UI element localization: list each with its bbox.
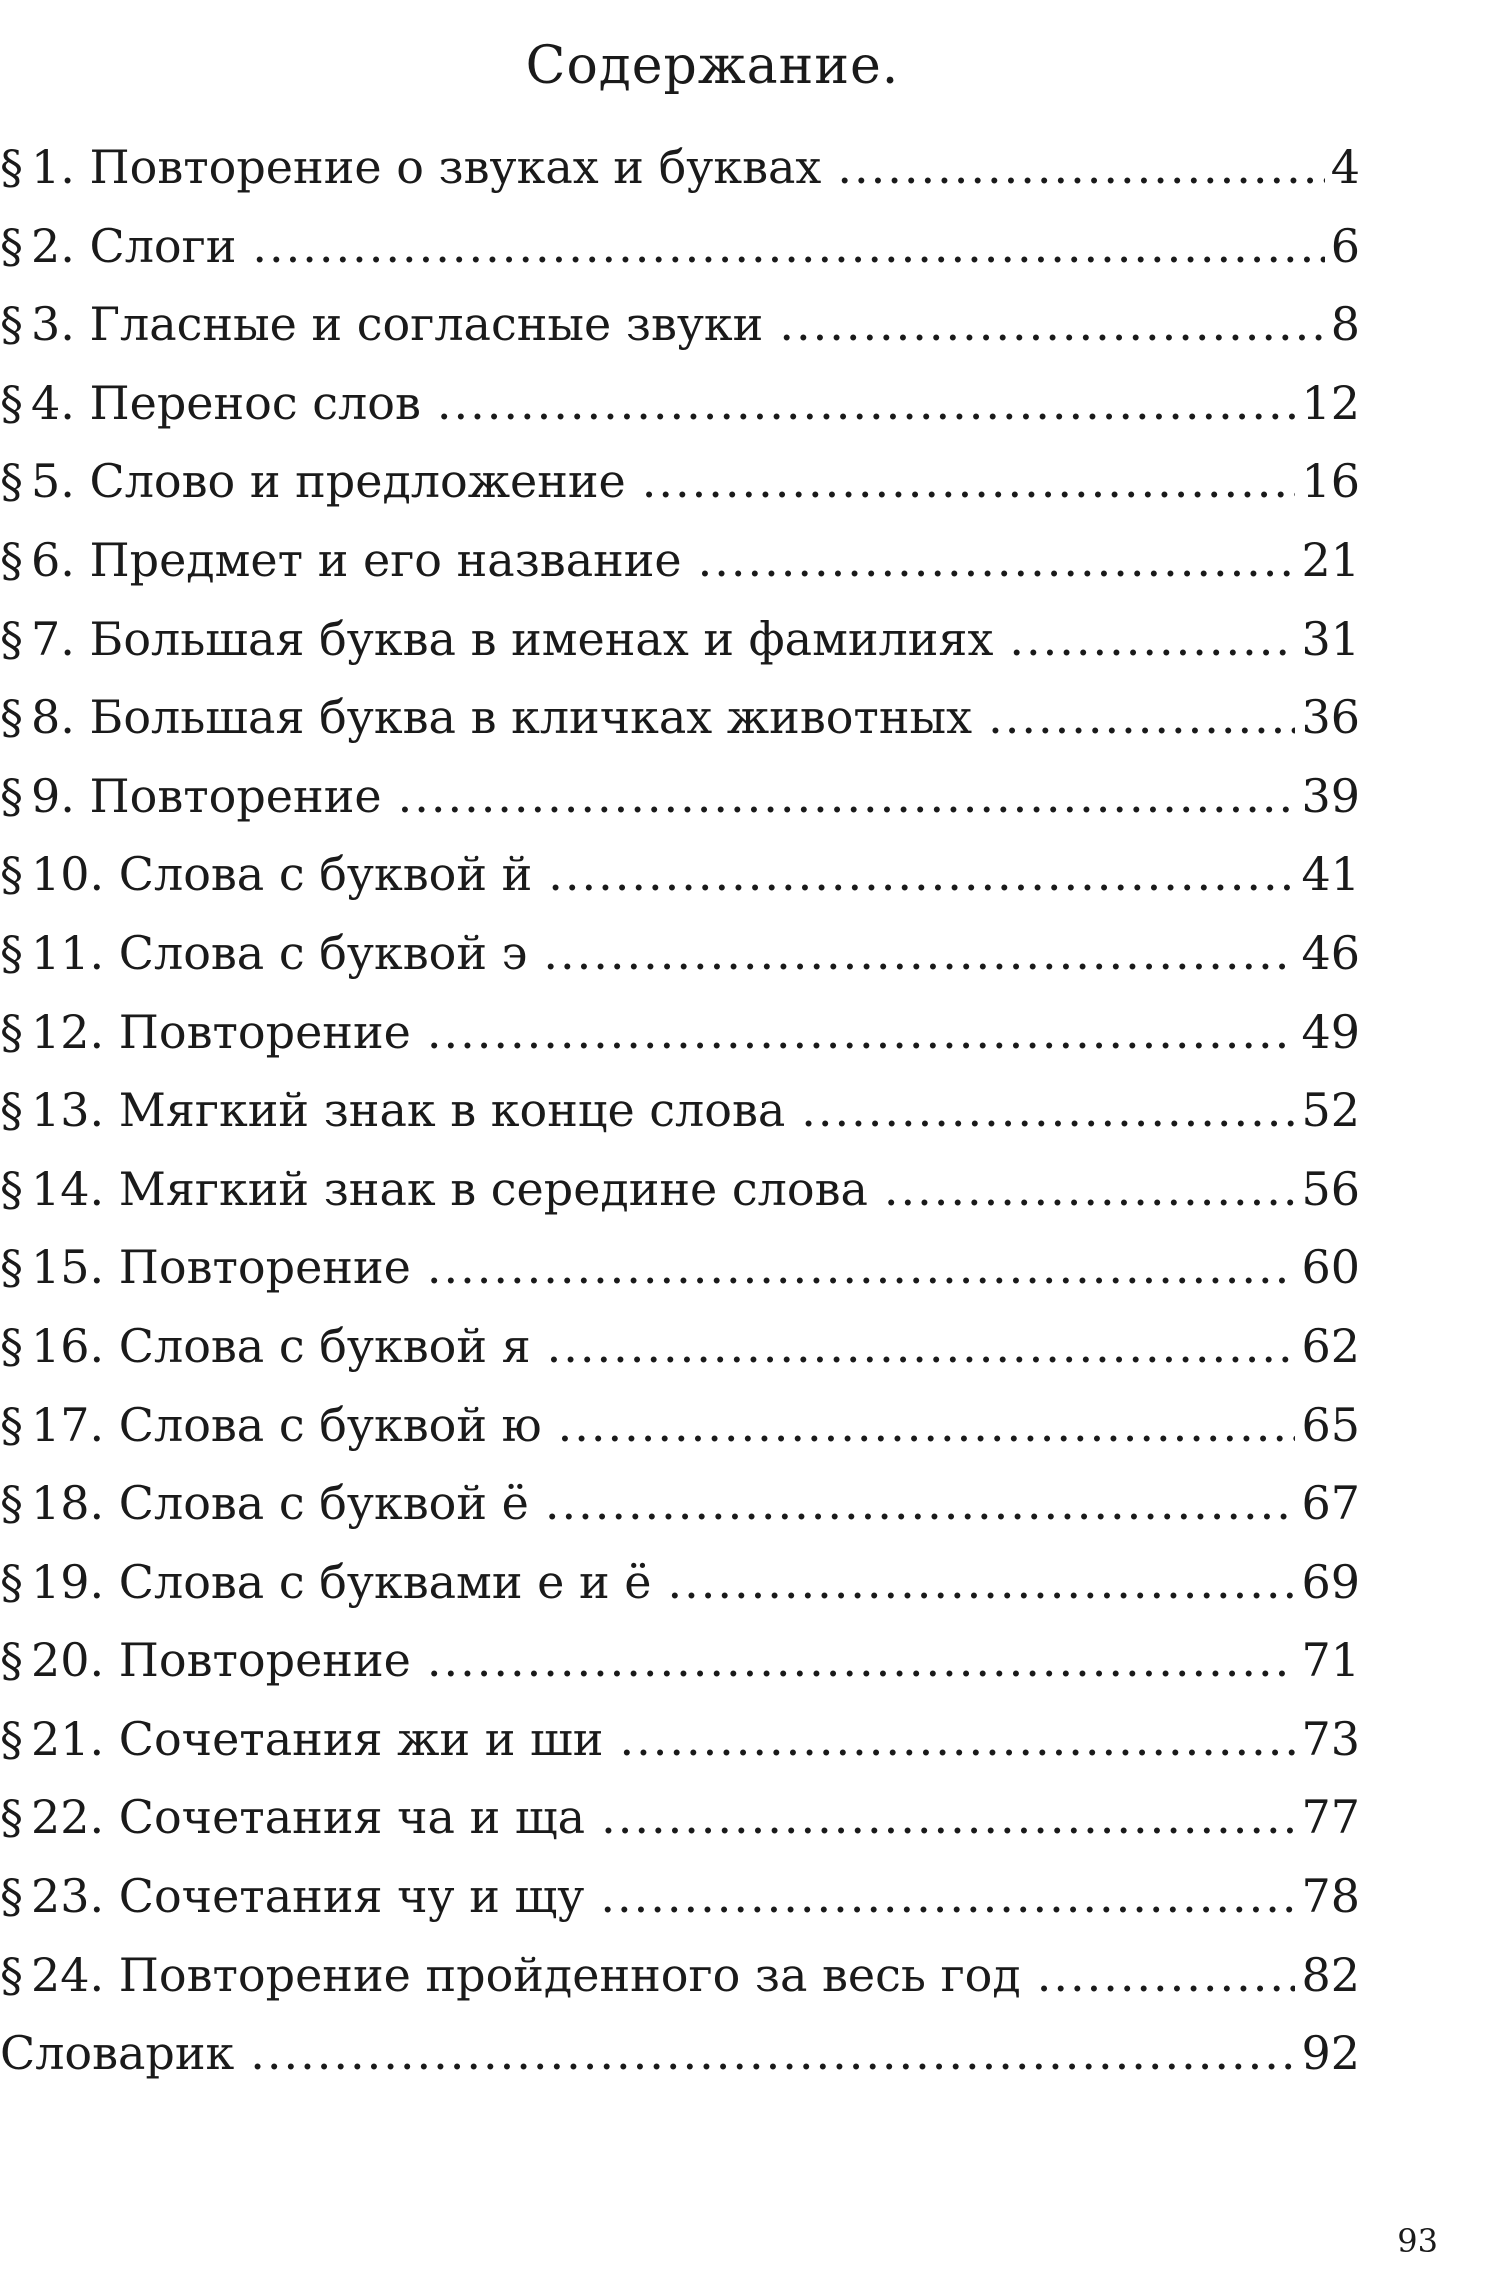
toc-entry (0, 1476, 1360, 1555)
dot-leader (427, 1005, 1296, 1059)
toc-entry (0, 1555, 1360, 1634)
table-of-contents (0, 140, 1360, 2105)
toc-entry (0, 1790, 1360, 1869)
toc-entry-page: 65 (1301, 1397, 1360, 1452)
toc-entry-title: Сочетания жи и ши (118, 1711, 604, 1766)
dot-leader (779, 297, 1324, 351)
section-sign: § (0, 1711, 23, 1766)
toc-entry (0, 1319, 1360, 1398)
toc-entry-number: 5. (31, 454, 75, 509)
dot-leader (601, 1790, 1295, 1844)
glossary-page: 92 (1301, 2026, 1360, 2081)
toc-entry (0, 1240, 1360, 1319)
page-title: Содержание. (525, 35, 900, 96)
toc-entry-number: 14. (31, 1161, 105, 1216)
toc-entry (0, 1005, 1360, 1084)
section-sign: § (0, 375, 23, 430)
toc-entry-label (0, 297, 763, 351)
toc-entry-page: 21 (1301, 532, 1360, 587)
toc-entry (0, 140, 1360, 219)
toc-entry-page: 78 (1301, 1869, 1360, 1924)
toc-entry-title: Слова с буквой й (118, 847, 533, 902)
dot-leader (642, 454, 1296, 508)
toc-entry-title: Большая буква в кличках животных (89, 690, 973, 745)
toc-entry-page: 49 (1301, 1004, 1360, 1059)
toc-entry-number: 11. (31, 925, 105, 980)
toc-entry-number: 21. (31, 1711, 105, 1766)
toc-entry-title: Сочетания чу и щу (118, 1869, 585, 1924)
toc-entry-title: Предмет и его название (89, 532, 682, 587)
toc-entry-label (0, 1319, 531, 1373)
section-sign: § (0, 847, 23, 902)
toc-entry (0, 1398, 1360, 1477)
toc-entry-title: Повторение (89, 768, 382, 823)
toc-entry-page: 12 (1301, 375, 1360, 430)
toc-entry-page: 4 (1330, 140, 1360, 194)
toc-entry-label (0, 1240, 411, 1294)
toc-entry (0, 219, 1360, 298)
dot-leader (837, 140, 1324, 194)
toc-entry-number: 8. (31, 690, 75, 745)
dot-leader (619, 1712, 1295, 1766)
dot-leader (1037, 1948, 1296, 2002)
dot-leader (667, 1555, 1295, 1609)
dot-leader (427, 1240, 1296, 1294)
toc-entry-label (0, 847, 532, 901)
toc-entry-number: 7. (31, 611, 75, 666)
toc-entry-page: 6 (1330, 218, 1360, 273)
toc-entry-label (0, 1398, 542, 1452)
toc-entry-title: Слова с буквой э (118, 925, 528, 980)
toc-entry-page: 31 (1301, 611, 1360, 666)
toc-entry-title: Мягкий знак в конце слова (118, 1083, 786, 1138)
toc-entry-label (0, 454, 626, 508)
toc-entry-label (0, 1476, 529, 1530)
section-sign: § (0, 532, 23, 587)
toc-entry-page: 8 (1330, 297, 1360, 352)
toc-entry-page: 16 (1301, 454, 1360, 509)
toc-entry (0, 454, 1360, 533)
toc-entry-page: 52 (1301, 1083, 1360, 1138)
toc-entry (0, 926, 1360, 1005)
toc-entry (0, 769, 1360, 848)
toc-entry-page: 82 (1301, 1947, 1360, 2002)
section-sign: § (0, 1004, 23, 1059)
toc-entry-number: 22. (31, 1790, 105, 1845)
section-sign: § (0, 1554, 23, 1609)
toc-entry-label (0, 219, 236, 273)
toc-entry-title: Перенос слов (89, 375, 421, 430)
toc-entry-label (0, 690, 972, 744)
toc-entry-page: 73 (1301, 1711, 1360, 1766)
dot-leader (558, 1398, 1296, 1452)
toc-entry-number: 12. (31, 1004, 105, 1059)
toc-entry-page: 62 (1301, 1318, 1360, 1373)
toc-entry (0, 1083, 1360, 1162)
dot-leader (437, 376, 1296, 430)
toc-entry-number: 15. (31, 1240, 105, 1295)
section-sign: § (0, 1318, 23, 1373)
toc-entry (0, 1712, 1360, 1791)
toc-entry-title: Повторение о звуках и буквах (89, 140, 822, 194)
dot-leader (548, 847, 1295, 901)
toc-entry-page: 69 (1301, 1554, 1360, 1609)
toc-entry-page: 39 (1301, 768, 1360, 823)
toc-entry-label (0, 1005, 411, 1059)
dot-leader (988, 690, 1295, 744)
toc-entry-label (0, 769, 382, 823)
section-sign: § (0, 768, 23, 823)
section-sign: § (0, 140, 23, 194)
dot-leader (427, 1633, 1296, 1687)
toc-entry-page: 60 (1301, 1240, 1360, 1295)
dot-leader (698, 533, 1296, 587)
toc-entry-title: Гласные и согласные звуки (89, 297, 764, 352)
glossary-title: Словарик (0, 2026, 235, 2081)
section-sign: § (0, 1161, 23, 1216)
toc-entry (0, 1162, 1360, 1241)
dot-leader (884, 1162, 1296, 1216)
section-sign: § (0, 925, 23, 980)
dot-leader (547, 1319, 1296, 1373)
section-sign: § (0, 1869, 23, 1924)
toc-entry-number: 1. (31, 140, 75, 194)
toc-entry (0, 1948, 1360, 2027)
toc-entry-number: 9. (31, 768, 75, 823)
toc-entry (0, 690, 1360, 769)
toc-entry-number: 13. (31, 1083, 105, 1138)
toc-entry (0, 1633, 1360, 1712)
toc-entry-label (0, 1712, 603, 1766)
dot-leader (252, 219, 1324, 273)
toc-entry-page: 71 (1301, 1633, 1360, 1688)
toc-entry-number: 20. (31, 1633, 105, 1688)
toc-entry-title: Слова с буквами е и ё (118, 1554, 652, 1609)
dot-leader (600, 1869, 1295, 1923)
toc-entry-number: 19. (31, 1554, 105, 1609)
toc-entry (0, 1869, 1360, 1948)
toc-entry-title: Сочетания ча и ща (118, 1790, 586, 1845)
toc-entry-title: Слова с буквой я (118, 1318, 531, 1373)
page-number: 93 (1397, 2222, 1438, 2260)
toc-entry-title: Повторение (118, 1240, 411, 1295)
toc-entry-title: Повторение пройденного за весь год (118, 1947, 1021, 2002)
dot-leader (1009, 612, 1295, 666)
section-sign: § (0, 297, 23, 352)
toc-entry-title: Большая буква в именах и фамилиях (89, 611, 994, 666)
toc-entry-number: 10. (31, 847, 105, 902)
toc-entry-number: 2. (31, 218, 75, 273)
toc-entry-label (0, 1948, 1021, 2002)
section-sign: § (0, 218, 23, 273)
toc-entry-label (0, 533, 682, 587)
toc-entry-number: 23. (31, 1869, 105, 1924)
toc-entry-label (0, 926, 527, 980)
toc-entry-label (0, 376, 421, 430)
toc-entry-title: Слоги (89, 218, 237, 273)
toc-entry-label (0, 1162, 868, 1216)
toc-entry-title: Слова с буквой ё (118, 1476, 529, 1531)
toc-entry (0, 847, 1360, 926)
toc-entry-label (0, 1869, 584, 1923)
toc-entry-label (0, 1083, 785, 1137)
toc-entry-title: Повторение (118, 1633, 411, 1688)
toc-entry-page: 36 (1301, 690, 1360, 745)
section-sign: § (0, 1397, 23, 1452)
toc-entry (0, 376, 1360, 455)
section-sign: § (0, 611, 23, 666)
dot-leader (250, 2026, 1295, 2080)
section-sign: § (0, 454, 23, 509)
dot-leader (398, 769, 1296, 823)
toc-entry-title: Слово и предложение (89, 454, 626, 509)
dot-leader (801, 1083, 1295, 1137)
toc-entry-number: 3. (31, 297, 75, 352)
toc-entry-title: Повторение (118, 1004, 411, 1059)
section-sign: § (0, 1476, 23, 1531)
toc-entry-number: 24. (31, 1947, 105, 2002)
section-sign: § (0, 1633, 23, 1688)
toc-entry-label (0, 140, 821, 194)
toc-entry-page: 67 (1301, 1476, 1360, 1531)
section-sign: § (0, 690, 23, 745)
toc-entry-label (0, 1633, 411, 1687)
toc-entry-label (0, 1555, 651, 1609)
toc-entry-number: 17. (31, 1397, 105, 1452)
dot-leader (543, 926, 1295, 980)
toc-entry-number: 4. (31, 375, 75, 430)
toc-entry-page: 56 (1301, 1161, 1360, 1216)
section-sign: § (0, 1790, 23, 1845)
section-sign: § (0, 1947, 23, 2002)
toc-entry-number: 16. (31, 1318, 105, 1373)
toc-entry-title: Мягкий знак в середине слова (118, 1161, 868, 1216)
toc-entry-glossary (0, 2026, 1360, 2105)
toc-entry-title: Слова с буквой ю (118, 1397, 542, 1452)
toc-entry (0, 533, 1360, 612)
toc-entry (0, 297, 1360, 376)
dot-leader (545, 1476, 1296, 1530)
toc-entry (0, 612, 1360, 691)
toc-entry-number: 18. (31, 1476, 105, 1531)
toc-entry-page: 46 (1301, 925, 1360, 980)
toc-entry-label (0, 612, 993, 666)
section-sign: § (0, 1083, 23, 1138)
section-sign: § (0, 1240, 23, 1295)
toc-entry-page: 41 (1301, 847, 1360, 902)
toc-entry-number: 6. (31, 532, 75, 587)
toc-entry-page: 77 (1301, 1790, 1360, 1845)
toc-entry-label (0, 1790, 585, 1844)
